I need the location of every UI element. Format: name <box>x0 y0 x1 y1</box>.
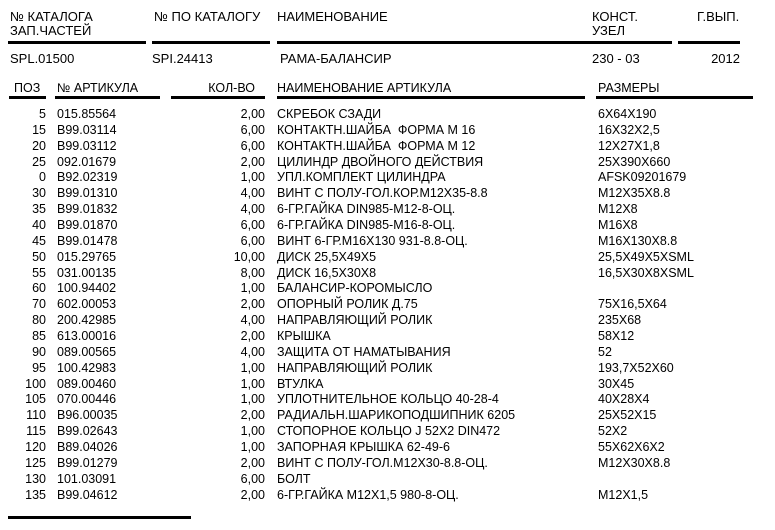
construction-unit-label-line2: УЗЕЛ <box>592 23 626 38</box>
table-row <box>0 234 775 250</box>
cell-article: B99.03112 <box>57 138 117 153</box>
cell-size: 55X62X6X2 <box>598 440 665 455</box>
table-row <box>0 218 775 234</box>
cell-qty: 6,00 <box>240 218 265 233</box>
cell-article: B99.01310 <box>57 186 118 201</box>
cell-qty: 8,00 <box>240 265 265 280</box>
cell-pos: 25 <box>32 154 46 169</box>
cell-article: 015.85564 <box>57 107 117 121</box>
year-underline <box>678 41 740 44</box>
cell-article: 100.94402 <box>57 281 117 296</box>
cell-name: ВИНТ С ПОЛУ-ГОЛ.КОР.М12X35-8.8 <box>277 186 488 201</box>
cell-article: B89.04026 <box>57 440 118 455</box>
construction-unit-value: 230 - 03 <box>592 51 640 66</box>
cell-qty: 1,00 <box>240 281 265 296</box>
cell-pos: 30 <box>32 186 46 201</box>
cell-qty: 2,00 <box>240 297 265 312</box>
by-catalog-number-label: № ПО КАТАЛОГУ <box>154 9 261 24</box>
cell-size: 52X2 <box>598 424 628 439</box>
cell-name: НАПРАВЛЯЮЩИЙ РОЛИК <box>277 360 433 375</box>
table-row <box>0 266 775 282</box>
qty-column-underline <box>171 96 265 99</box>
pos-column-underline <box>9 96 46 99</box>
cell-name: ВТУЛКА <box>277 376 324 391</box>
cell-pos: 95 <box>32 360 46 375</box>
cell-size: 25X52X15 <box>598 408 657 423</box>
cell-name: КОНТАКТН.ШАЙБА ФОРМА М 12 <box>277 138 476 153</box>
cell-qty: 1,00 <box>240 392 265 407</box>
cell-name: 6-ГР.ГАЙКА DIN985-М12-8-ОЦ. <box>277 202 456 217</box>
table-row <box>0 424 775 440</box>
catalog-number-value: SPL.01500 <box>10 51 75 66</box>
cell-pos: 45 <box>32 233 46 248</box>
table-row <box>0 456 775 472</box>
construction-unit-label-line1: КОНСТ. <box>592 9 638 24</box>
cell-pos: 55 <box>32 265 46 280</box>
cell-size: 75X16,5X64 <box>598 297 667 312</box>
cell-article: 089.00565 <box>57 344 117 359</box>
column-header-size: РАЗМЕРЫ <box>598 81 660 95</box>
cell-size: M16X130X8.8 <box>598 233 678 248</box>
cell-pos: 70 <box>32 297 46 312</box>
cell-size: M12X8 <box>598 202 638 217</box>
cell-pos: 120 <box>25 440 46 455</box>
year-label: Г.ВЫП. <box>697 9 740 24</box>
cell-qty: 2,00 <box>240 154 265 169</box>
year-value: 2012 <box>711 51 740 66</box>
table-row <box>0 472 775 488</box>
cell-article: 602.00053 <box>57 297 117 312</box>
cell-name: ВИНТ 6-ГР.М16X130 931-8.8-ОЦ. <box>277 233 468 248</box>
column-header-name: НАИМЕНОВАНИЕ АРТИКУЛА <box>277 81 452 95</box>
cell-qty: 1,00 <box>240 424 265 439</box>
cell-pos: 15 <box>32 122 46 137</box>
cell-pos: 40 <box>32 218 46 233</box>
cell-pos: 20 <box>32 138 46 153</box>
table-row <box>0 440 775 456</box>
cell-article: 100.42983 <box>57 360 117 375</box>
cell-qty: 1,00 <box>240 376 265 391</box>
cell-article: 200.42985 <box>57 313 117 328</box>
cell-pos: 0 <box>39 170 46 185</box>
table-row <box>0 281 775 297</box>
table-row <box>0 392 775 408</box>
cell-size: M12X35X8.8 <box>598 186 671 201</box>
catalog-number-label-line2: ЗАП.ЧАСТЕЙ <box>10 23 92 38</box>
cell-article: B99.01279 <box>57 455 118 470</box>
column-header-pos: ПОЗ <box>14 81 41 95</box>
cell-qty: 6,00 <box>240 471 265 486</box>
cell-pos: 135 <box>25 487 46 502</box>
cell-size: 30X45 <box>598 376 635 391</box>
cell-qty: 2,00 <box>240 107 265 121</box>
table-row <box>0 345 775 361</box>
cell-size: 193,7X52X60 <box>598 360 674 375</box>
cell-qty: 6,00 <box>240 138 265 153</box>
table-row <box>0 250 775 266</box>
cell-name: 6-ГР.ГАЙКА М12X1,5 980-8-ОЦ. <box>277 487 459 502</box>
cell-qty: 2,00 <box>240 329 265 344</box>
cell-name: СКРЕБОК СЗАДИ <box>277 107 382 121</box>
table-row <box>0 155 775 171</box>
cell-size: 25X390X660 <box>598 154 671 169</box>
cell-size: 52 <box>598 344 612 359</box>
cell-article: B99.01870 <box>57 218 118 233</box>
cell-name: НАПРАВЛЯЮЩИЙ РОЛИК <box>277 313 433 328</box>
cell-article: 031.00135 <box>57 265 117 280</box>
assembly-name-value: РАМА-БАЛАНСИР <box>280 51 392 66</box>
cell-qty: 4,00 <box>240 202 265 217</box>
cell-size: AFSK09201679 <box>598 170 687 185</box>
article-column-underline <box>55 96 160 99</box>
cell-article: B96.00035 <box>57 408 118 423</box>
cell-article: 101.03091 <box>57 471 117 486</box>
cell-name: КРЫШКА <box>277 329 331 344</box>
name-underline <box>277 41 590 44</box>
cell-name: СТОПОРНОЕ КОЛЬЦО J 52X2 DIN472 <box>277 424 501 439</box>
cell-name: ОПОРНЫЙ РОЛИК Д.75 <box>277 297 418 312</box>
cell-article: B99.01832 <box>57 202 118 217</box>
name-label: НАИМЕНОВАНИЕ <box>277 9 388 24</box>
table-row <box>0 107 775 123</box>
cell-pos: 115 <box>26 424 46 439</box>
cell-size: 58X12 <box>598 329 635 344</box>
catalog-number-label-line1: № КАТАЛОГА <box>10 9 93 24</box>
cell-size: 40X28X4 <box>598 392 650 407</box>
construction-unit-label <box>592 10 638 38</box>
cell-name: РАДИАЛЬН.ШАРИКОПОДШИПНИК 6205 <box>277 408 516 423</box>
column-header-article: № АРТИКУЛА <box>57 81 139 95</box>
table-row <box>0 297 775 313</box>
catalog-number-label <box>10 10 93 38</box>
by-catalog-underline <box>152 41 270 44</box>
cell-size: 12X27X1,8 <box>598 138 660 153</box>
cell-article: 015.29765 <box>57 249 117 264</box>
cell-qty: 2,00 <box>240 408 265 423</box>
cell-name: УПЛ.КОМПЛЕКТ ЦИЛИНДРА <box>277 170 446 185</box>
table-row <box>0 488 775 504</box>
table-row <box>0 186 775 202</box>
table-row <box>0 123 775 139</box>
cell-qty: 2,00 <box>240 455 265 470</box>
cell-qty: 1,00 <box>240 440 265 455</box>
by-catalog-value: SPI.24413 <box>152 51 213 66</box>
cell-name: КОНТАКТН.ШАЙБА ФОРМА М 16 <box>277 122 476 137</box>
cell-size: 16,5X30X8XSML <box>598 265 694 280</box>
cell-qty: 4,00 <box>240 313 265 328</box>
table-row <box>0 361 775 377</box>
table-row <box>0 329 775 345</box>
table-row <box>0 377 775 393</box>
cell-article: B99.04612 <box>57 487 118 502</box>
cell-article: B92.02319 <box>57 170 118 185</box>
cell-qty: 10,00 <box>233 249 265 264</box>
cell-pos: 90 <box>32 344 46 359</box>
cell-article: B99.01478 <box>57 233 118 248</box>
cell-name: ДИСК 16,5X30X8 <box>277 265 377 280</box>
cell-qty: 4,00 <box>240 186 265 201</box>
column-header-qty: КОЛ-ВО <box>208 81 255 95</box>
cell-qty: 1,00 <box>240 360 265 375</box>
cell-name: ЗАПОРНАЯ КРЫШКА 62-49-6 <box>277 440 450 455</box>
cell-name: ЦИЛИНДР ДВОЙНОГО ДЕЙСТВИЯ <box>277 154 484 169</box>
size-column-underline <box>596 96 753 99</box>
cell-name: БАЛАНСИР-КОРОМЫСЛО <box>277 281 433 296</box>
table-row <box>0 170 775 186</box>
cell-pos: 130 <box>25 471 46 486</box>
cell-article: B99.03114 <box>57 122 117 137</box>
cell-pos: 125 <box>25 455 46 470</box>
cell-size: 25,5X49X5XSML <box>598 249 694 264</box>
cell-size: M12X30X8.8 <box>598 455 671 470</box>
cell-pos: 80 <box>32 313 46 328</box>
cell-size: 16X32X2,5 <box>598 122 660 137</box>
cell-pos: 60 <box>32 281 46 296</box>
table-row <box>0 139 775 155</box>
construction-unit-underline <box>589 41 672 44</box>
cell-qty: 2,00 <box>240 487 265 502</box>
table-row <box>0 202 775 218</box>
cell-qty: 1,00 <box>240 170 265 185</box>
table-row <box>0 408 775 424</box>
cell-pos: 5 <box>39 107 46 121</box>
cell-article: 089.00460 <box>57 376 117 391</box>
cell-size: 6X64X190 <box>598 107 657 121</box>
cell-pos: 50 <box>32 249 46 264</box>
cell-article: B99.02643 <box>57 424 118 439</box>
cell-size: 235X68 <box>598 313 642 328</box>
cell-name: УПЛОТНИТЕЛЬНОЕ КОЛЬЦО 40-28-4 <box>277 392 499 407</box>
name-column-underline <box>277 96 585 99</box>
cell-name: БОЛТ <box>277 471 311 486</box>
cell-size: M16X8 <box>598 218 638 233</box>
cell-qty: 4,00 <box>240 344 265 359</box>
cell-size: M12X1,5 <box>598 487 649 502</box>
cell-pos: 35 <box>32 202 46 217</box>
bottom-page-rule <box>8 516 191 519</box>
cell-name: ДИСК 25,5X49X5 <box>277 249 377 264</box>
cell-qty: 6,00 <box>240 233 265 248</box>
cell-article: 092.01679 <box>57 154 117 169</box>
catalog-number-underline <box>8 41 146 44</box>
cell-name: ЗАЩИТА ОТ НАМАТЫВАНИЯ <box>277 344 451 359</box>
cell-qty: 6,00 <box>240 122 265 137</box>
table-row <box>0 313 775 329</box>
cell-article: 613.00016 <box>57 329 117 344</box>
cell-name: 6-ГР.ГАЙКА DIN985-М16-8-ОЦ. <box>277 218 456 233</box>
cell-article: 070.00446 <box>57 392 117 407</box>
cell-pos: 110 <box>26 408 46 423</box>
cell-name: ВИНТ С ПОЛУ-ГОЛ.М12X30-8.8-ОЦ. <box>277 455 488 470</box>
cell-pos: 105 <box>25 392 46 407</box>
cell-pos: 100 <box>25 376 46 391</box>
parts-table-body <box>0 107 775 503</box>
cell-pos: 85 <box>32 329 46 344</box>
